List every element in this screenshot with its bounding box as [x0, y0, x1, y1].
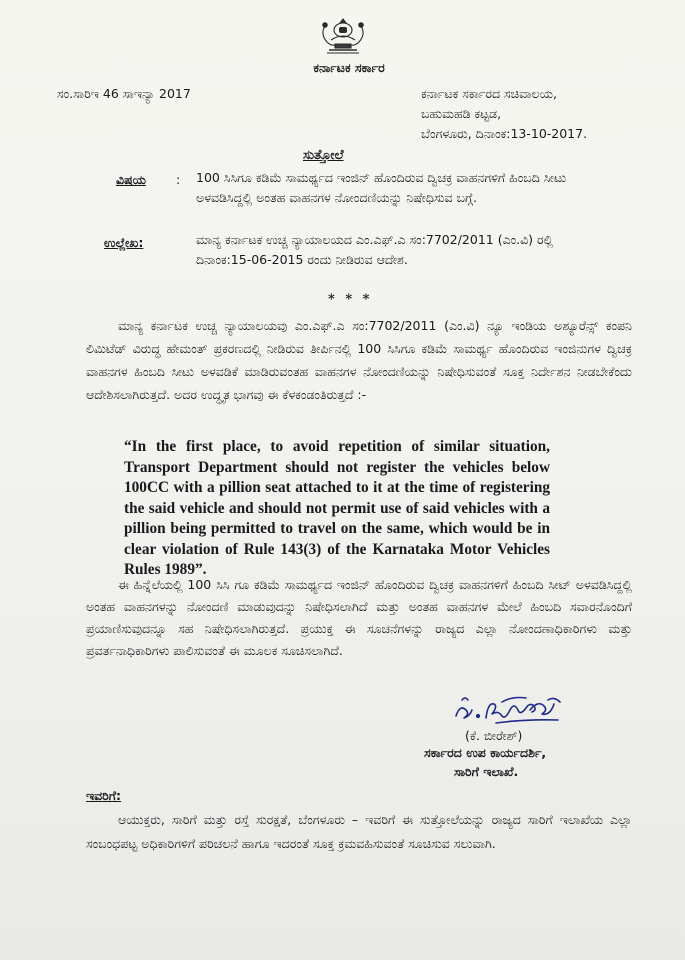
- signatory-department: ಸಾರಿಗೆ ಇಲಾಖೆ.: [454, 764, 519, 779]
- reference-label: ಉಲ್ಲೇಖ:: [104, 235, 144, 250]
- reference-text: ಮಾನ್ಯ ಕರ್ನಾಟಕ ಉಚ್ಚ ನ್ಯಾಯಾಲಯದ ಎಂ.ಎಫ್.ಎ ಸಂ:7702/2011 (ಎಂ.ವಿ) ರಲ್ಲಿ ದಿನಾಂಕ:15-06-2015 ರಂದು ನೀಡಿರುವ ಆದೇಶ.: [196, 232, 554, 267]
- signatory-name: (ಕೆ. ಬೀರೇಶ್): [465, 728, 523, 743]
- sender-address: [421, 84, 587, 144]
- signatory-designation: ಸರ್ಕಾರದ ಉಪ ಕಾರ್ಯದರ್ಶಿ,: [424, 745, 547, 760]
- recipients-text: ಆಯುಕ್ತರು, ಸಾರಿಗೆ ಮತ್ತು ರಸ್ತೆ ಸುರಕ್ಷತೆ, ಬೆಂಗಳೂರು – ಇವರಿಗೆ ಈ ಸುತ್ತೋಲೆಯನ್ನು ರಾಜ್ಯದ ಸಾರಿಗೆ ಇಲಾಖೆಯ ಎಲ್ಲಾ ಸಂಬಂಧಪಟ್ಟ ಅಧಿಕಾರಿಗಳಿಗೆ ಪರಿಚಲನೆ ಹಾಗೂ ಇದರಂತೆ ಸೂಕ್ತ ಕ್ರಮವಹಿಸುವಂತೆ ಸೂಚಿಸುವ ಸಲುವಾಗಿ.: [86, 812, 632, 851]
- state-emblem-icon: [317, 16, 369, 56]
- subject-text: 100 ಸಿಸಿಗೂ ಕಡಿಮೆ ಸಾಮರ್ಥ್ಯದ ಇಂಜಿನ್ ಹೊಂದಿರುವ ದ್ವಿಚಕ್ರ ವಾಹನಗಳಿಗೆ ಹಿಂಬದಿ ಸೀಟು ಅಳವಡಿಸಿದ್ದಲ್ಲಿ ಅಂತಹ ವಾಹನಗಳ ನೋಂದಣಿಯನ್ನು ನಿಷೇಧಿಸುವ ಬಗ್ಗೆ.: [196, 170, 567, 205]
- court-quote: “In the first place, to avoid repetition of similar situation, Transport Department should not register the vehicles below 100CC with a pillion seat attached to it at the time of registering the said vehicle and should not permit use of said vehicles with a pillion being permitted to travel on the same, which would be in clear violation of Rule 143(3) of the Karnataka Motor Vehicles Rules 1989”.: [124, 438, 550, 578]
- government-label: ಕರ್ನಾಟಕ ಸರ್ಕಾರ: [313, 60, 385, 75]
- reference-number: ಸಂ.ಸಾರಿಇ 46 ಸಾಇನ್ಯಾ 2017: [57, 86, 191, 101]
- circular-title: ಸುತ್ತೋಲೆ: [303, 148, 344, 163]
- signature-image: [452, 692, 570, 728]
- paragraph-court-order: ಮಾನ್ಯ ಕರ್ನಾಟಕ ಉಚ್ಚ ನ್ಯಾಯಾಲಯವು ಎಂ.ಎಫ್.ಎ ಸಂ:7702/2011 (ಎಂ.ವಿ) ನ್ಯೂ ಇಂಡಿಯ ಅಶ್ಯೂರೆನ್ಸ್ ಕಂಪನಿ ಲಿಮಿಟೆಡ್ ವಿರುದ್ಧ ಹೇಮಂತ್ ಪ್ರಕರಣದಲ್ಲಿ ನೀಡಿರುವ ತೀರ್ಪಿನಲ್ಲಿ 100 ಸಿಸಿಗೂ ಕಡಿಮೆ ಸಾಮರ್ಥ್ಯ ಹೊಂದಿರುವ ಇಂಜಿನುಗಳ ದ್ವಿಚಕ್ರ ವಾಹನಗಳ ಹಿಂಬದಿ ಸೀಟು ಅಳವಡಿಕೆ ಮಾಡಿರುವಂತಹ ವಾಹನಗಳ ನೋಂದಣಿಯನ್ನು ನಿಷೇಧಿಸುವಂತೆ ಸೂಕ್ತ ನಿರ್ದೇಶನ ನೀಡಬೇಕೆಂದು ಆದೇಶಿಸಲಾಗಿರುತ್ತದೆ. ಅದರ ಉದ್ಧೃತ ಭಾಗವು ಈ ಕೆಳಕಂಡಂತಿರುತ್ತದೆ :-: [86, 318, 632, 402]
- address-line-2: ಬಹುಮಹಡಿ ಕಟ್ಟಡ,: [421, 106, 502, 121]
- subject-colon: :: [176, 172, 181, 187]
- address-line-1: ಕರ್ನಾಟಕ ಸರ್ಕಾರದ ಸಚಿವಾಲಯ,: [421, 86, 557, 101]
- paragraph-prohibition: ಈ ಹಿನ್ನೆಲೆಯಲ್ಲಿ 100 ಸಿಸಿ ಗೂ ಕಡಿಮೆ ಸಾಮರ್ಥ್ಯದ ಇಂಜಿನ್ ಹೊಂದಿರುವ ದ್ವಿಚಕ್ರ ವಾಹನಗಳಿಗೆ ಹಿಂಬದಿ ಸೀಟ್ ಅಳವಡಿಸಿದ್ದಲ್ಲಿ ಅಂತಹ ವಾಹನಗಳನ್ನು ನೋಂದಣಿ ಮಾಡುವುದನ್ನು ನಿಷೇಧಿಸಲಾಗಿದೆ ಮತ್ತು ಅಂತಹ ವಾಹನಗಳ ಮೇಲೆ ಹಿಂಬದಿ ಸವಾರನೊಂದಿಗೆ ಪ್ರಯಾಣಿಸುವುದನ್ನೂ ಸಹ ನಿಷೇಧಿಸಲಾಗಿರುತ್ತದೆ. ಪ್ರಯುಕ್ತ ಈ ಸೂಚನೆಗಳನ್ನು ರಾಜ್ಯದ ಎಲ್ಲಾ ನೋಂದಣಾಧಿಕಾರಿಗಳು ಮತ್ತು ಪ್ರವರ್ತನಾಧಿಕಾರಿಗಳು ಪಾಲಿಸುವಂತೆ ಈ ಮೂಲಕ ಸೂಚಿಸಲಾಗಿದೆ.: [86, 577, 632, 658]
- address-line-3: ಬೆಂಗಳೂರು, ದಿನಾಂಕ:13-10-2017.: [421, 126, 588, 141]
- subject-label: ವಿಷಯ: [116, 172, 146, 187]
- recipients-label: ಇವರಿಗೆ:: [86, 788, 122, 803]
- section-separator: * * *: [328, 292, 373, 307]
